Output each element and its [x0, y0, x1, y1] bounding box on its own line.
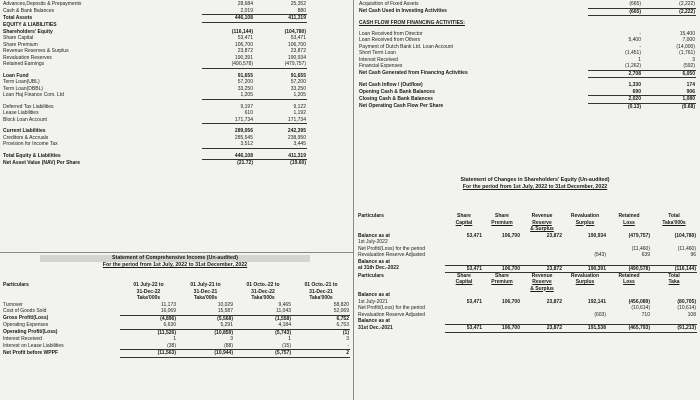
cash-flow-value-previous: 15,400 — [679, 30, 695, 37]
equity-particulars-header: Particulars — [358, 272, 384, 279]
cash-flow-value-current: 1,330 — [628, 82, 641, 88]
equity-column-header: & Surplus — [530, 226, 554, 232]
balance-sheet-row-label: EQUITY & LIABILITIES — [3, 22, 57, 28]
income-statement-title: Statement of Comprehensive Income (Un-audited) — [40, 255, 310, 262]
equity-row-value: (91,213) — [651, 325, 697, 333]
equity-row-value: 106,700 — [483, 265, 521, 273]
balance-sheet-value-previous: 880 — [254, 8, 307, 15]
cash-flow-value-previous: 7,000 — [682, 37, 695, 43]
equity-row-value: 53,471 — [466, 298, 482, 305]
balance-sheet-value-previous: 23,872 — [290, 48, 306, 54]
cash-flow-row-label: Short Term Loan — [359, 50, 396, 56]
equity-row-value: 23,872 — [521, 265, 563, 273]
income-row-value: (5,757) — [234, 350, 292, 358]
balance-sheet-row — [2, 8, 307, 15]
equity-column-header: Loss — [623, 279, 635, 285]
cash-flow-value-previous: (1,761) — [679, 50, 695, 56]
income-row-value: 1 — [288, 336, 291, 342]
equity-row-label: Net Profit/(Loss) for the period — [358, 305, 425, 311]
equity-column-header: Capital — [455, 279, 473, 285]
equity-column-header: Reserve — [532, 219, 552, 226]
income-column-header: 01 Octo.-21 to — [304, 282, 338, 288]
balance-sheet-value-current: 28,684 — [237, 1, 253, 7]
balance-sheet-value-current: 57,200 — [237, 79, 253, 85]
equity-column-header: Premium — [491, 279, 513, 285]
equity-column-header: Share — [495, 272, 509, 279]
income-row-value: (1,558) — [275, 315, 291, 322]
income-row-value: (88) — [177, 343, 234, 350]
equity-column-header: Surplus — [575, 279, 595, 285]
equity-row-value: (116,144) — [651, 265, 697, 273]
equity-row-value: (11,460) — [631, 245, 650, 252]
cash-flow-value-current: 2,020 — [588, 96, 642, 104]
cash-flow-value-current: - — [639, 30, 641, 37]
balance-sheet-row — [2, 153, 307, 160]
equity-column-header: Reserve — [532, 279, 552, 285]
balance-sheet-row-label: Lease Liabilities — [3, 110, 39, 116]
balance-sheet-value-previous: (19.60) — [290, 160, 306, 166]
income-column-header: Taka'000s — [251, 295, 275, 301]
equity-column-header: Revenue — [531, 213, 553, 219]
income-row-value: - — [292, 343, 350, 350]
income-row-value: 1 — [173, 336, 176, 342]
balance-sheet-row-label: Cash & Bank Balances — [3, 7, 55, 14]
balance-sheet-value-current: 23,872 — [237, 48, 253, 54]
cash-flow-value-current: (1,451) — [625, 50, 641, 56]
cash-flow-row-label: Acquisition of Fixed Assets — [359, 1, 419, 7]
equity-column-header: Premium — [491, 219, 513, 226]
center-divider — [353, 0, 354, 400]
balance-sheet-row-label: Share Capital — [3, 35, 34, 41]
cash-flow-value-current: 1 — [638, 56, 641, 63]
equity-row-label: at 31th Dec.-2022 — [358, 265, 399, 271]
cash-flow-row — [358, 1, 696, 8]
income-row-value: (38) — [120, 343, 177, 350]
cash-flow-row — [358, 89, 696, 96]
balance-sheet-value-previous: 91,655 — [290, 72, 306, 79]
balance-sheet-value-previous: 9,122 — [293, 103, 306, 110]
balance-sheet-row-label: Loan Haj Finance Com. Ltd — [3, 92, 64, 98]
income-row-label: Gross Profit/(Loss) — [3, 315, 49, 321]
equity-statement-title-block — [395, 177, 675, 191]
income-row-value: 2 — [292, 350, 350, 358]
balance-sheet-row — [2, 117, 307, 124]
income-row — [2, 322, 350, 329]
balance-sheet-row-label: Creditors & Accruals — [3, 134, 49, 141]
income-column-header: 01 Octo.-22 to — [246, 282, 280, 288]
balance-sheet-row-label: Loan Fund — [3, 72, 29, 79]
cash-flow-row — [358, 8, 696, 16]
cash-flow-row-label: Closing Cash & Bank Balances — [359, 95, 433, 102]
cash-flow-value-current: (0.13) — [627, 103, 641, 110]
income-row-value: 6,753 — [292, 322, 350, 329]
cash-flow-value-previous: (592) — [642, 63, 696, 70]
equity-statement-title: Statement of Changes in Shareholders' Equity (Un-audited) — [460, 177, 610, 183]
balance-sheet-value-previous: (104,780) — [284, 28, 306, 35]
equity-row-value: 96 — [690, 252, 696, 258]
cash-flow-row-label: Financial Expenses — [359, 63, 403, 69]
income-row-value: 10,029 — [217, 301, 233, 308]
income-column-header: 31-Dec-21 — [309, 288, 333, 295]
balance-sheet-value-previous: 190,934 — [287, 54, 306, 61]
cash-flow-value-previous: 174 — [686, 82, 695, 88]
balance-sheet-row — [2, 61, 307, 68]
income-row-value: (4,896) — [160, 315, 176, 322]
balance-sheet-value-previous: 3,445 — [254, 141, 307, 148]
equity-row-value: (80,705) — [677, 298, 696, 305]
cash-flow-row-label: CASH FLOW FROM FINANCING ACTIVITIES: — [359, 20, 465, 26]
balance-sheet-value-previous: 53,471 — [290, 35, 306, 41]
cash-flow-row-label: Net Cash Inflow / (Outflow) — [359, 82, 423, 88]
balance-sheet-value-current: 106,700 — [234, 41, 253, 48]
balance-sheet-row — [2, 160, 307, 167]
balance-sheet-value-previous: 171,734 — [254, 117, 307, 124]
cash-flow-row — [358, 63, 696, 70]
balance-sheet-row-label: Block Loan Account — [3, 116, 47, 123]
income-row-value: (1) — [342, 329, 349, 336]
income-row-value: 3 — [346, 336, 349, 342]
equity-column-header: Share — [457, 272, 471, 279]
equity-row — [357, 265, 697, 273]
income-statement-title-block — [40, 255, 310, 269]
cash-flow-value-previous: (2,222) — [642, 1, 696, 8]
income-row-value: 4,184 — [234, 322, 292, 329]
balance-sheet-row-label: Net Asset Value (NAV) Per Share — [3, 159, 80, 166]
income-row-value: 6,630 — [120, 322, 177, 329]
cash-flow-value-current: 2,708 — [588, 70, 642, 78]
balance-sheet-row-label: Advances,Deposits & Prepayments — [3, 1, 82, 7]
balance-sheet-value-previous: 33,250 — [290, 85, 306, 92]
balance-sheet-value-current: 91,655 — [237, 72, 253, 79]
equity-row — [357, 325, 697, 333]
income-row-label: Operating Profit/(Loss) — [3, 329, 58, 335]
income-row — [2, 308, 350, 315]
equity-row-value: 53,471 — [445, 325, 483, 333]
cash-flow-value-previous: (14,000) — [676, 43, 695, 50]
equity-statement-subtitle: For the period from 1st July, 2022 to 31st December, 2022 — [462, 184, 608, 190]
income-row-value: (11,563) — [120, 350, 177, 358]
cash-flow-table — [358, 1, 696, 110]
balance-sheet-value-current: (490,578) — [202, 61, 254, 68]
equity-row-value: (11,460) — [677, 245, 696, 252]
equity-row-value: (10,614) — [677, 305, 696, 311]
income-row-value: (5,743) — [275, 329, 291, 336]
cash-flow-row — [358, 103, 696, 110]
income-row-value: 6,752 — [336, 315, 349, 322]
balance-sheet-value-current: 9,197 — [240, 103, 253, 110]
equity-column-header: Share — [495, 213, 509, 219]
income-column-header: 31-Dec-21 — [193, 288, 218, 295]
equity-row-value: 106,700 — [501, 298, 520, 305]
cash-flow-value-current: - — [639, 43, 641, 50]
cash-flow-value-current: 690 — [588, 89, 642, 96]
cash-flow-value-current: (665) — [588, 8, 642, 16]
balance-sheet-value-current: 289,056 — [234, 128, 253, 134]
balance-sheet-row-label: Share Premium — [3, 41, 38, 48]
equity-row-label: 1st July-2021 — [358, 298, 388, 305]
income-row-label: Operating Expenses — [3, 322, 49, 328]
cash-flow-value-previous: 3 — [692, 56, 695, 63]
balance-sheet-value-current: 2,019 — [202, 8, 254, 15]
equity-column-header: Total — [668, 272, 680, 279]
equity-column-header: Taka'000s — [662, 219, 686, 226]
balance-sheet-value-current: 446,108 — [202, 153, 254, 160]
equity-column-header: & Surplus — [530, 285, 554, 292]
balance-sheet-value-previous: 106,700 — [287, 41, 306, 48]
equity-row-label: 1st July-2022 — [358, 239, 388, 245]
balance-sheet-table — [2, 1, 307, 167]
income-row-value: 9,465 — [278, 301, 291, 308]
equity-row-value: 639 — [641, 252, 650, 258]
cash-flow-row-label: Net Cash Generated from Financing Activities — [359, 70, 468, 76]
balance-sheet-value-current: (116,144) — [231, 28, 253, 35]
equity-row-label: Net Profit/(Loss) for the period — [358, 245, 425, 252]
income-row-value: (11,526) — [157, 329, 176, 336]
cash-flow-value-previous: 6,050 — [642, 70, 696, 78]
equity-row-value: 106,700 — [483, 325, 521, 333]
cash-flow-value-previous: (0.68) — [681, 103, 695, 110]
income-row-label: Interest on Lease Liabilities — [3, 342, 64, 349]
equity-row-label: Balance as at — [358, 318, 390, 324]
equity-row-value: 23,872 — [521, 325, 563, 333]
balance-sheet-row — [2, 92, 307, 99]
income-row-value: 3 — [230, 336, 233, 342]
income-column-header: 31-Dec-22 — [251, 288, 275, 295]
income-row — [2, 343, 350, 350]
balance-sheet-row-label: Term Loan(DBBL) — [3, 85, 44, 92]
equity-row-value: (10,614) — [631, 305, 650, 311]
equity-row-value: 53,471 — [466, 232, 482, 239]
income-row-label: Interest Received — [3, 336, 42, 342]
balance-sheet-value-previous: 411,319 — [254, 15, 307, 23]
cash-flow-value-previous: 1,080 — [642, 96, 696, 104]
balance-sheet-value-current: 610 — [244, 110, 253, 116]
income-row-value: (15) — [234, 343, 292, 350]
cash-flow-row-label: Net Cash Used in Investing Activities — [359, 8, 447, 14]
equity-row-value: 710 — [641, 311, 650, 318]
income-row-value: (10,944) — [177, 350, 234, 358]
income-row-value: 5,291 — [177, 322, 234, 329]
equity-row-value: (465,793) — [607, 325, 651, 333]
equity-row-value: 108 — [687, 311, 696, 318]
income-statement-subtitle: For the period from 1st July, 2022 to 31st December, 2022 — [102, 262, 248, 268]
income-row-label: Turnover — [3, 301, 23, 308]
cash-flow-row-label: Payment of Dutch Bank Ltd. Loan Account — [359, 43, 453, 50]
income-row-label: Cost of Goods Sold — [3, 308, 47, 314]
equity-column-header: Revaluation — [570, 213, 600, 219]
equity-row-value: 190,391 — [563, 265, 607, 273]
income-row — [2, 329, 350, 336]
equity-row-label: Balance as at — [358, 232, 390, 239]
equity-column-header: Loss — [623, 219, 635, 226]
income-statement-table — [2, 282, 350, 358]
income-row-value: (10,859) — [214, 329, 233, 336]
balance-sheet-row-label: Current Liabilities — [3, 128, 46, 134]
balance-sheet-value-previous: 1,205 — [254, 92, 307, 99]
balance-sheet-value-previous: (479,757) — [254, 61, 307, 68]
balance-sheet-row-label: Term Loan(UBL) — [3, 79, 40, 85]
equity-row-label: Revaluation Reserve Adjusted — [358, 252, 425, 258]
equity-row-value: 192,141 — [587, 298, 606, 305]
equity-column-header: Capital — [455, 219, 473, 226]
balance-sheet-row-label: Revenue Reserves & Surplus — [3, 48, 69, 54]
balance-sheet-value-previous: 57,200 — [290, 79, 306, 85]
equity-particulars-header: Particulars — [358, 213, 384, 219]
equity-row-value: 23,872 — [546, 232, 562, 239]
balance-sheet-value-current: 33,250 — [237, 85, 253, 92]
income-column-header: 01 July-21 to — [190, 282, 221, 288]
income-particulars-header: Particulars — [3, 282, 29, 288]
balance-sheet-value-current: 3,512 — [202, 141, 254, 148]
balance-sheet-value-current: 190,391 — [234, 54, 253, 61]
income-row-label: Net Profit before WPPF — [3, 349, 59, 356]
income-row — [2, 315, 350, 322]
income-column-header: Taka'000s — [193, 295, 218, 301]
income-row-value: 58,820 — [333, 301, 349, 308]
cash-flow-value-current: (665) — [588, 1, 642, 8]
balance-sheet-row — [2, 15, 307, 23]
equity-column-header: Total — [668, 213, 680, 219]
balance-sheet-value-previous: 238,950 — [287, 134, 306, 141]
equity-column-header: Revaluation — [570, 272, 600, 279]
cash-flow-value-current: 5,400 — [628, 37, 641, 43]
income-row-value: 11,173 — [161, 301, 176, 308]
balance-sheet-row-label: Deferred Tax Liabilities — [3, 103, 54, 110]
balance-sheet-value-current: 1,205 — [202, 92, 254, 99]
equity-row-value: (603) — [594, 311, 606, 318]
equity-column-header: Retained — [618, 213, 640, 219]
balance-sheet-value-previous: 411,319 — [254, 153, 307, 160]
balance-sheet-row-label: Provision for Income Tax — [3, 141, 58, 147]
balance-sheet-value-current: 285,545 — [234, 134, 253, 141]
cash-flow-row-label: Net Operating Cash Flow Per Share — [359, 103, 444, 109]
income-divider-line — [0, 252, 353, 253]
income-row-value: 11,043 — [234, 308, 292, 315]
equity-column-header: Surplus — [575, 219, 595, 226]
income-column-header: 31-Dec-22 — [136, 288, 161, 295]
balance-sheet-value-previous: 25,352 — [290, 1, 306, 7]
balance-sheet-value-current: 53,471 — [237, 35, 253, 41]
equity-column-header: Retained — [618, 272, 640, 279]
balance-sheet-row-label: Revaluation Reserves — [3, 54, 52, 61]
equity-row-value: (490,578) — [607, 265, 651, 273]
equity-row-value: 190,934 — [587, 232, 606, 239]
balance-sheet-value-previous: 242,395 — [287, 128, 306, 134]
equity-row-value: 53,471 — [445, 265, 483, 273]
balance-sheet-row-label: Shareholders' Equity — [3, 28, 53, 35]
balance-sheet-row-label: Retained Earnings — [3, 61, 45, 67]
balance-sheet-row — [2, 141, 307, 148]
equity-row-value: 23,872 — [546, 298, 562, 305]
income-row-value: 52,069 — [292, 308, 350, 315]
cash-flow-row-label: Loan Received from Director — [359, 30, 423, 37]
balance-sheet-value-previous: 1,192 — [293, 110, 306, 116]
equity-row-value: 191,538 — [563, 325, 607, 333]
balance-sheet-row-label: Total Equity & Liabilities — [3, 152, 61, 159]
balance-sheet-row-label: Total Assets — [3, 14, 33, 21]
cash-flow-row-label: Opening Cash & Bank Balances — [359, 88, 435, 95]
equity-row-value: (479,757) — [628, 232, 650, 239]
equity-row-label: 31st Dec.-2021 — [358, 324, 393, 331]
equity-row-label: Balance as at — [358, 292, 390, 298]
balance-sheet-value-current: 171,734 — [202, 117, 254, 124]
income-row-value: 16,069 — [120, 308, 177, 315]
income-row — [2, 350, 350, 358]
equity-row-value: (456,089) — [628, 298, 650, 305]
income-column-header: Taka'000s — [136, 295, 161, 301]
income-row-value: (5,568) — [217, 315, 233, 322]
balance-sheet-value-current: (21.72) — [237, 160, 253, 166]
income-column-header: 01 July-22 to — [133, 282, 164, 288]
cash-flow-row — [358, 96, 696, 104]
cash-flow-row — [358, 70, 696, 78]
balance-sheet-value-current: 446,108 — [202, 15, 254, 23]
income-row-value: 15,587 — [177, 308, 234, 315]
cash-flow-row-label: Loan Received from Others — [359, 37, 421, 43]
equity-row-label: Balance as at — [358, 258, 390, 265]
equity-row-label: Revaluation Reserve Adjusted — [358, 311, 425, 318]
equity-row-value: (104,780) — [674, 232, 696, 239]
income-column-header: Taka'000s — [309, 295, 333, 301]
equity-column-header: Revenue — [531, 272, 553, 279]
cash-flow-value-previous: (2,222) — [642, 8, 696, 16]
cash-flow-value-previous: 906 — [642, 89, 696, 96]
equity-statement-table — [357, 213, 697, 333]
equity-column-header: Taka — [668, 279, 680, 285]
cash-flow-row-label: Interest Received — [359, 56, 398, 63]
cash-flow-value-current: (1,262) — [588, 63, 642, 70]
equity-column-header: Share — [457, 213, 471, 219]
equity-row-value: (543) — [594, 252, 606, 258]
equity-row-value: 106,700 — [501, 232, 520, 239]
